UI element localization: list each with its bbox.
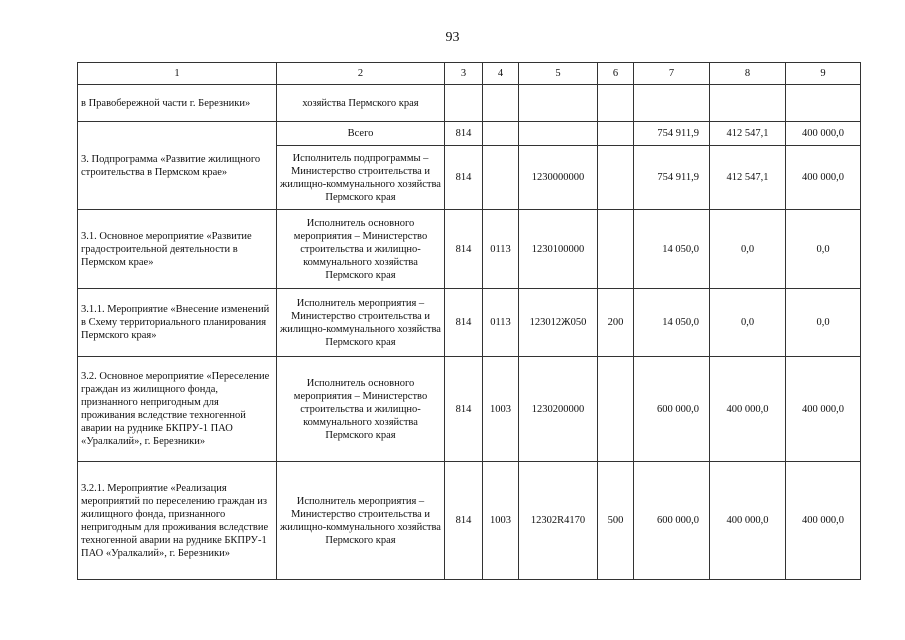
expense-type-cell: [598, 357, 634, 462]
column-header: 6: [598, 63, 634, 85]
gov-code-cell: 814: [445, 210, 483, 289]
amount-cell: 400 000,0: [786, 357, 861, 462]
gov-code-cell: [445, 85, 483, 122]
table-row: [78, 357, 861, 462]
table-row: [78, 85, 861, 122]
expense-type-cell: [598, 210, 634, 289]
target-code-cell: [519, 122, 598, 146]
amount-cell: 0,0: [786, 210, 861, 289]
amount-cell: 600 000,0: [634, 357, 710, 462]
gov-code-cell: 814: [445, 462, 483, 580]
column-header: 4: [483, 63, 519, 85]
measure-name: 3. Подпрограмма «Развитие жилищного строительства в Пермском крае»: [78, 122, 277, 210]
section-code-cell: 0113: [483, 210, 519, 289]
amount-cell: 400 000,0: [710, 357, 786, 462]
expense-type-cell: [598, 146, 634, 210]
gov-code-cell: 814: [445, 146, 483, 210]
amount-cell: 14 050,0: [634, 289, 710, 357]
gov-code-cell: 814: [445, 289, 483, 357]
amount-cell: 400 000,0: [710, 462, 786, 580]
amount-cell: 412 547,1: [710, 146, 786, 210]
section-code-cell: [483, 85, 519, 122]
amount-cell: 14 050,0: [634, 210, 710, 289]
amount-cell: [786, 85, 861, 122]
target-code-cell: 12302R4170: [519, 462, 598, 580]
amount-cell: 0,0: [710, 210, 786, 289]
amount-cell: 600 000,0: [634, 462, 710, 580]
budget-table: [77, 62, 861, 580]
column-header: 1: [78, 63, 277, 85]
measure-name: 3.2.1. Мероприятие «Реализация мероприятий по переселению граждан из жилищного фонда, признанного непригодным для проживания вследствие техногенной аварии на руднике БКПРУ-1 ПАО «Уралкалий», г. Березники»: [78, 462, 277, 580]
executor-cell: Исполнитель мероприятия – Министерство строительства и жилищно-коммунального хозяйства Пермского края: [277, 462, 445, 580]
column-header: 2: [277, 63, 445, 85]
column-header: 7: [634, 63, 710, 85]
section-code-cell: [483, 146, 519, 210]
column-number-row: [78, 63, 861, 85]
target-code-cell: 1230000000: [519, 146, 598, 210]
target-code-cell: 1230200000: [519, 357, 598, 462]
page-number: 93: [445, 30, 460, 45]
amount-cell: [634, 85, 710, 122]
executor-cell: Исполнитель основного мероприятия – Министерство строительства и жилищно-коммунального хозяйства Пермского края: [277, 210, 445, 289]
table-row: [78, 462, 861, 580]
target-code-cell: [519, 85, 598, 122]
target-code-cell: 1230100000: [519, 210, 598, 289]
expense-type-cell: 200: [598, 289, 634, 357]
amount-cell: 754 911,9: [634, 146, 710, 210]
section-code-cell: [483, 122, 519, 146]
amount-cell: 400 000,0: [786, 122, 861, 146]
amount-cell: 0,0: [710, 289, 786, 357]
section-code-cell: 1003: [483, 462, 519, 580]
amount-cell: 400 000,0: [786, 462, 861, 580]
gov-code-cell: 814: [445, 122, 483, 146]
executor-cell: хозяйства Пермского края: [277, 85, 445, 122]
table-row: [78, 122, 861, 146]
column-header: 3: [445, 63, 483, 85]
expense-type-cell: [598, 85, 634, 122]
table-row: [78, 210, 861, 289]
executor-cell: Исполнитель подпрограммы – Министерство строительства и жилищно-коммунального хозяйства Пермского края: [277, 146, 445, 210]
expense-type-cell: 500: [598, 462, 634, 580]
amount-cell: 412 547,1: [710, 122, 786, 146]
table-row: [78, 289, 861, 357]
executor-cell: Исполнитель основного мероприятия – Министерство строительства и жилищно-коммунального хозяйства Пермского края: [277, 357, 445, 462]
amount-cell: 0,0: [786, 289, 861, 357]
amount-cell: 754 911,9: [634, 122, 710, 146]
executor-cell: Всего: [277, 122, 445, 146]
executor-cell: Исполнитель мероприятия – Министерство строительства и жилищно-коммунального хозяйства Пермского края: [277, 289, 445, 357]
measure-name: 3.1. Основное мероприятие «Развитие градостроительной деятельности в Пермском крае»: [78, 210, 277, 289]
measure-name: 3.2. Основное мероприятие «Переселение граждан из жилищного фонда, признанного непригодным для проживания вследствие техногенной аварии на руднике БКПРУ-1 ПАО «Уралкалий», г. Березники»: [78, 357, 277, 462]
section-code-cell: 1003: [483, 357, 519, 462]
gov-code-cell: 814: [445, 357, 483, 462]
expense-type-cell: [598, 122, 634, 146]
column-header: 5: [519, 63, 598, 85]
column-header: 9: [786, 63, 861, 85]
measure-name: 3.1.1. Мероприятие «Внесение изменений в Схему территориального планирования Пермского края»: [78, 289, 277, 357]
section-code-cell: 0113: [483, 289, 519, 357]
measure-name: в Правобережной части г. Березники»: [78, 85, 277, 122]
amount-cell: 400 000,0: [786, 146, 861, 210]
target-code-cell: 123012Ж050: [519, 289, 598, 357]
amount-cell: [710, 85, 786, 122]
column-header: 8: [710, 63, 786, 85]
